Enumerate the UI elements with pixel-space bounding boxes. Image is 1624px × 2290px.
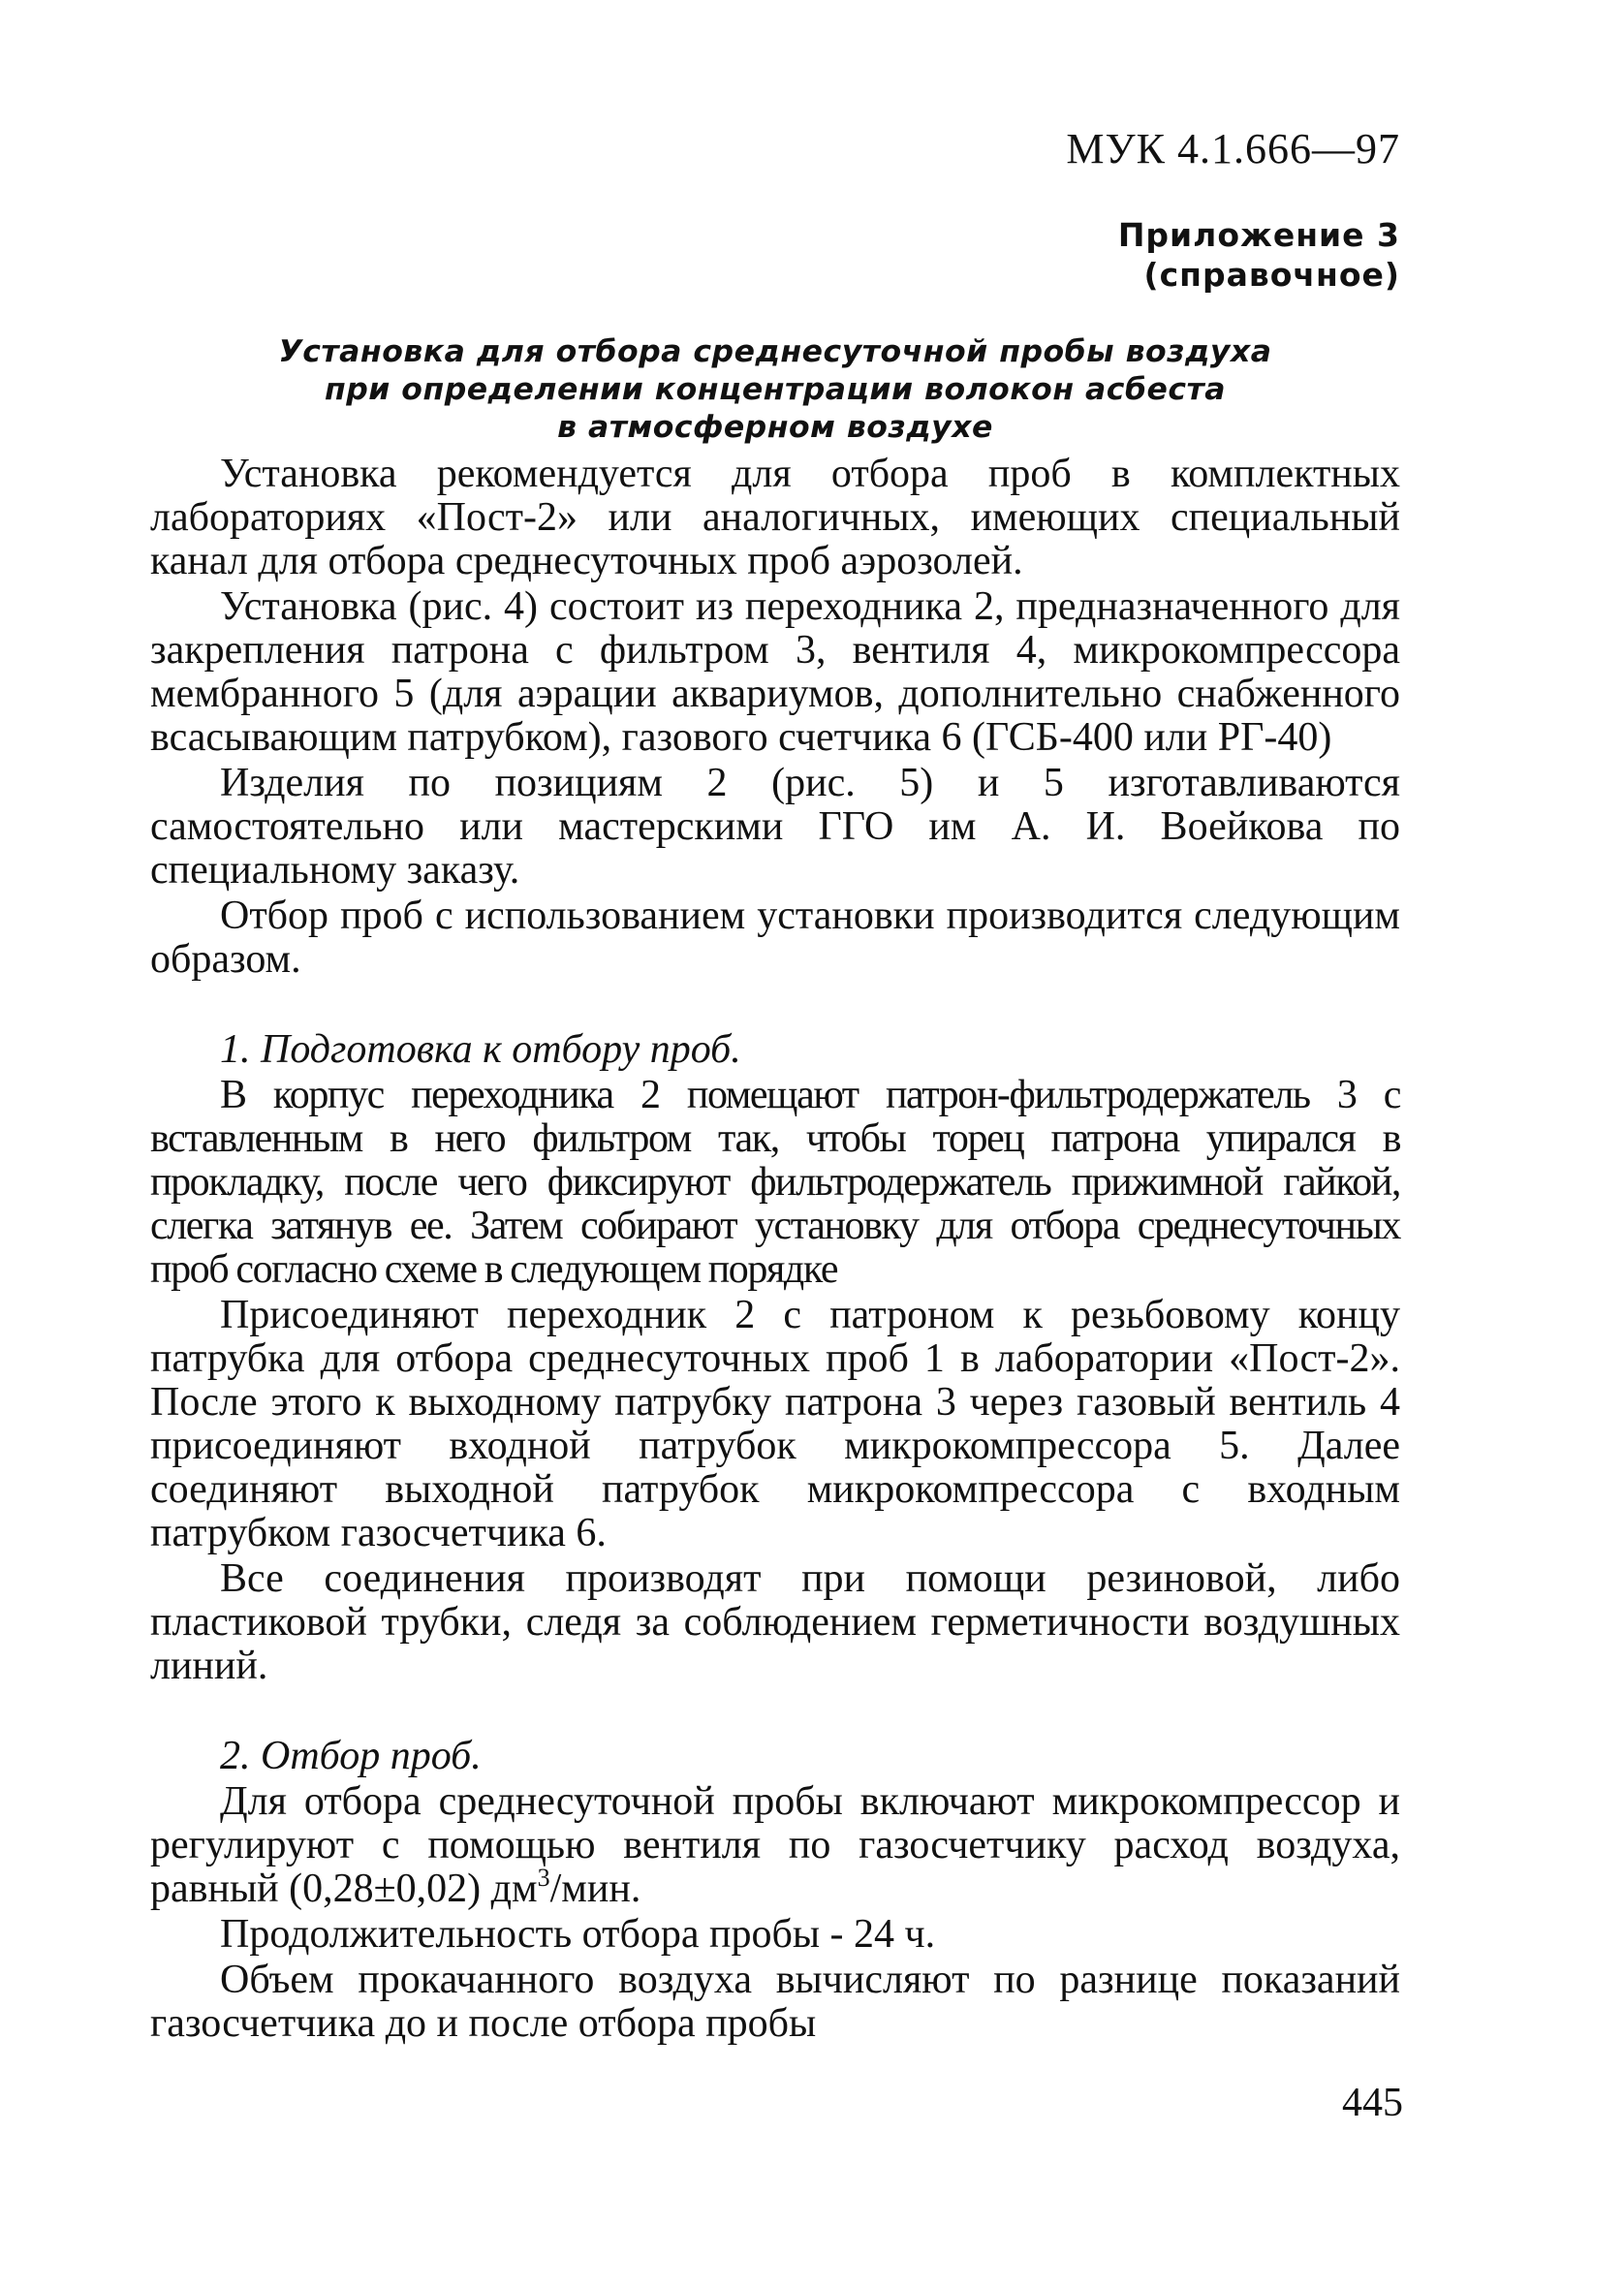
title-line-3: в атмосферном воздухе <box>557 410 993 445</box>
paragraph-sampling-volume: Объем прокачанного воздуха вычисляют по разнице показаний газосчетчика до и после отбора пробы <box>150 1958 1400 2046</box>
paragraph-preparation-tubing: Все соединения производят при помощи резиновой, либо пластиковой трубки, следя за соблюдением герметичности воздушных линий. <box>150 1556 1400 1688</box>
flow-unit-exponent: 3 <box>537 1864 550 1892</box>
paragraph-purpose: Установка рекомендуется для отбора проб в комплектных лабораториях «Пост-2» или аналогичных, имеющих специальный канал для отбора среднесуточных проб аэрозолей. <box>150 452 1400 583</box>
section-heading-sampling: 2. Отбор проб. <box>220 1734 482 1778</box>
paragraph-preparation-assembly: В корпус переходника 2 помещают патрон-фильтродержатель 3 с вставленным в него фильтром так, чтобы торец патрона упирался в прокладку, после чего фиксируют фильтродержатель прижимной гайкой, слегка затянув ее. Затем собирают установку для отбора среднесуточных проб согласно схеме в следующем порядке <box>150 1073 1400 1292</box>
flow-text: Для отбора среднесуточной пробы включают микрокомпрессор и регулируют с помощью вентиля по газосчетчику расход воздуха, равный (0,28±0,02) дм <box>150 1779 1400 1911</box>
document-title <box>150 333 1400 447</box>
appendix-number: Приложение 3 <box>1117 216 1400 254</box>
title-line-2: при определении концентрации волокон асбеста <box>324 372 1227 407</box>
flow-unit-suffix: /мин. <box>549 1867 641 1911</box>
document-page <box>150 124 1400 2048</box>
paragraph-preparation-connection: Присоединяют переходник 2 с патроном к резьбовому концу патрубка для отбора среднесуточных проб 1 в лаборатории «Пост-2». После этого к выходному патрубку патрона 3 через газовый вентиль 4 присоединяют входной патрубок микрокомпрессора 5. Далее соединяют выходной патрубок микрокомпрессора с входным патрубком газосчетчика 6. <box>150 1293 1400 1555</box>
title-line-1: Установка для отбора среднесуточной пробы воздуха <box>278 334 1272 369</box>
paragraph-sampling-flow <box>150 1780 1400 1911</box>
section-heading-preparation: 1. Подготовка к отбору проб. <box>220 1027 741 1072</box>
paragraph-sampling-duration: Продолжительность отбора пробы - 24 ч. <box>220 1912 936 1957</box>
document-code: МУК 4.1.666—97 <box>1066 125 1400 173</box>
paragraph-composition: Установка (рис. 4) состоит из переходника 2, предназначенного для закрепления патрона с фильтром 3, вентиля 4, микрокомпрессора мембранного 5 (для аэрации аквариумов, дополнительно снабженного всасывающим патрубком), газового счетчика 6 (ГСБ-400 или РГ-40) <box>150 584 1400 760</box>
page-number: 445 <box>1342 2081 1403 2125</box>
document-body <box>150 453 1400 2046</box>
appendix-label <box>150 215 1400 295</box>
appendix-type: (справочное) <box>1143 256 1400 294</box>
paragraph-manufacturing: Изделия по позициям 2 (рис. 5) и 5 изготавливаются самостоятельно или мастерскими ГГО им А. И. Воейкова по специальному заказу. <box>150 761 1400 893</box>
paragraph-procedure-intro: Отбор проб с использованием установки производится следующим образом. <box>150 894 1400 982</box>
